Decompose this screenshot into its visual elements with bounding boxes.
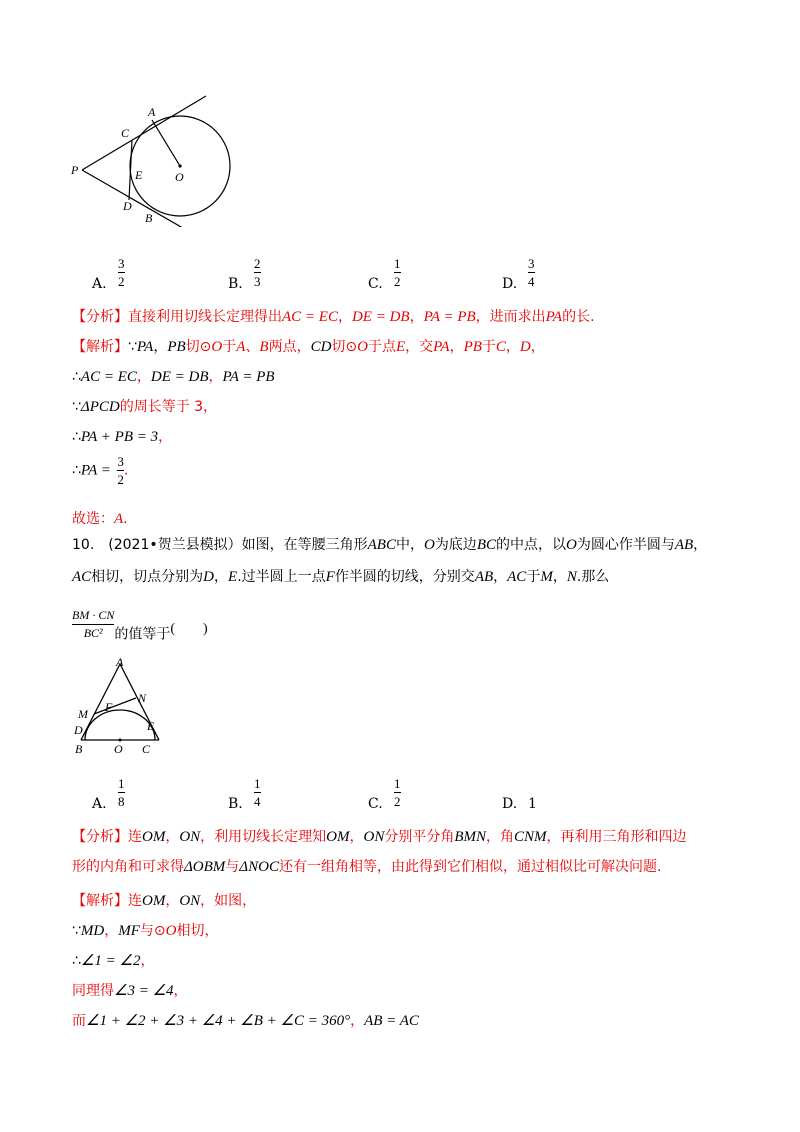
math: MF [118,923,140,939]
answer-blank: ( ) [170,621,208,637]
math: CD [310,339,332,355]
text: ∴ [72,953,81,969]
label-p: P [71,163,79,177]
math: ON [179,829,201,845]
analysis-tag: 【分析】 [72,829,128,845]
math: O [357,339,368,355]
math: B [259,339,269,355]
text: ， [173,983,188,999]
option-fraction: 1 2 [394,776,401,809]
math: D [519,339,531,355]
math: O [165,923,177,939]
option-fraction: 1 4 [254,776,261,809]
text: 相切，切点分别为 [91,569,204,585]
text: 、 [245,339,260,355]
text: ， [158,429,173,445]
math: PB [463,339,482,355]
solution-line-1 [72,890,256,910]
option-fraction: 1 2 [394,256,401,289]
option-letter: B. [228,276,243,292]
text: ， [409,309,424,325]
label-e: E [147,719,155,733]
text: 于 [526,569,541,585]
option-letter: D. [502,796,518,812]
solution-line-2 [72,366,275,386]
math: MD [80,923,105,939]
text: 连 [128,829,142,845]
text: ∴ [72,462,81,479]
math: PA = PB [423,309,476,325]
math: D [203,569,215,585]
text: ∴ [72,369,81,385]
text: ， [530,339,545,355]
text: 故选： [72,511,114,527]
text: 同理得 [72,983,114,999]
label-b: B [75,742,83,756]
text: ， [165,829,180,845]
tangent-circle-figure [68,92,238,227]
analysis-line-2 [72,856,661,876]
math: F [325,569,335,585]
math: PA = PB [222,369,275,385]
solution-line-4 [72,980,188,1000]
text: 形的内角和可求得 [72,859,184,875]
stem-line-2 [72,566,609,586]
math: ON [363,829,385,845]
option-letter: A. [92,796,107,812]
text: 切⊙ [185,339,212,355]
option-letter: B. [228,796,243,812]
text: ， [140,953,155,969]
stem-line-3 [72,608,208,644]
text: . [123,462,129,479]
solution-line-4 [72,426,172,446]
q9-analysis [72,306,595,326]
math: AB [674,537,694,553]
math: E [396,339,406,355]
math: DE = DB [150,369,209,385]
text: ， [552,569,567,585]
math: AC = EC [80,369,137,385]
math: PA = [80,462,111,479]
q9-solution [72,336,772,536]
text: .那么 [576,569,610,585]
text: 的值等于 [114,626,171,643]
text: ， [214,569,229,585]
text: . [123,511,128,527]
math: ΔNOC [239,859,279,875]
solution-line-3 [72,950,154,970]
text: 还有一组角相等，由此得到它们相似，通过相似比可解决问题. [278,859,662,875]
text: ，进而求出 [475,309,546,325]
math: C [495,339,506,355]
center-dot [178,164,181,167]
math: ABC [367,537,396,553]
label-m: M [78,707,88,721]
q9-options [92,256,612,296]
math: ΔOBM [184,859,226,875]
radius-oa [152,120,180,166]
text: 于 [222,339,237,355]
math: AC = EC [282,309,338,325]
option-letter: C. [368,796,383,812]
solution-line-3 [72,396,217,416]
label-d: D [123,199,132,213]
text: ， [337,309,352,325]
option-letter: A. [92,276,107,292]
text: 为底边 [434,537,477,553]
answer-line [72,508,128,528]
text: 而 [72,1013,86,1029]
text: ， [505,339,520,355]
text: 于 [481,339,496,355]
q10-solution [72,890,772,1040]
text: ∵ [72,923,81,939]
text: ， [350,1013,365,1029]
tangent-line-pa [82,96,206,170]
analysis-line-1 [72,826,687,846]
text: ，利用切线长定理知 [200,829,327,845]
math: ∠1 = ∠2 [80,953,141,969]
label-e: E [135,168,143,182]
math: CNM [514,829,547,845]
text: 的长. [562,309,595,325]
label-a: A [116,656,124,669]
math: O [211,339,223,355]
option-fraction: 3 2 [118,256,125,289]
math: ON [179,893,201,909]
math: BMN [454,829,487,845]
text: 直接利用切线长定理得出 [128,309,282,325]
text: ， [153,339,168,355]
math: AC [507,569,527,585]
option-fraction: 2 3 [254,256,261,289]
option-letter: D. [502,276,518,292]
label-a: A [148,105,156,119]
math: PA [545,309,563,325]
label-o: O [175,170,184,184]
text: ∴ [72,429,81,445]
text: ， [493,569,508,585]
q10-stem [72,534,772,644]
text: ∵ [72,399,81,415]
math: PA + PB = 3 [80,429,159,445]
math: OM [142,893,166,909]
math: O [423,537,435,553]
text: 连 [128,893,142,909]
math: ∠3 = ∠4 [114,983,174,999]
math: OM [326,829,350,845]
solution-tag: 【解析】 [72,893,128,909]
q10-options [92,776,612,816]
math: AB [474,569,494,585]
math: PB [167,339,186,355]
text: 与 [225,859,240,875]
analysis-line [72,309,595,325]
solution-line-1 [72,336,545,356]
option-letter: C. [368,276,383,292]
semicircle [85,710,155,740]
label-c: C [142,742,151,756]
text: ， [104,923,119,939]
label-f: F [105,700,113,714]
ratio-fraction: $\frac{BM \cdot CN}{\text{BC²}}$ [72,608,115,640]
analysis-tag: 【分析】 [72,309,128,325]
math: E [228,569,238,585]
label-d: D [74,723,83,737]
math: PA [433,339,450,355]
math: M [540,569,553,585]
text: ∵ [128,339,137,355]
math: A [114,511,124,527]
text: ，交 [405,339,434,355]
math: BC [476,537,496,553]
text: 相切， [176,923,219,939]
segment-cd [129,140,132,200]
text: ，再利用三角形和四边 [546,829,687,845]
math: ΔPCD [80,399,120,415]
solution-line-5 [72,1010,419,1030]
solution-line-2 [72,920,219,940]
label-o: O [114,742,123,756]
text: 于点 [368,339,396,355]
label-n: N [138,691,147,705]
text: ，如图， [200,893,257,909]
solution-tag: 【解析】 [72,339,128,355]
label-b: B [145,211,153,225]
text: 作半圆的切线，分别交 [334,569,475,585]
text: 分别平分角 [384,829,455,845]
text: ， [349,829,364,845]
text: 中， [395,537,424,553]
text: 两点， [268,339,311,355]
text: 的周长等于 3， [119,399,218,415]
text: ， [208,369,223,385]
text: ， [136,369,151,385]
text: 切⊙ [331,339,358,355]
option-fraction: 1 8 [118,776,125,809]
text: ，角 [486,829,515,845]
math: N [566,569,577,585]
math: O [565,537,577,553]
q10-analysis [72,826,782,886]
option-fraction: 3 4 [528,256,535,289]
math: DE = DB [351,309,410,325]
text: 10. (2021•贺兰县模拟）如图，在等腰三角形 [72,537,368,553]
text: ， [165,893,180,909]
option-value: 1 [528,796,537,812]
label-c: C [121,126,130,140]
text: 为圆心作半圆与 [576,537,675,553]
math: AB = AC [364,1013,419,1029]
fraction-three-halves: $\frac{3}{2}$ [117,454,124,487]
math: OM [142,829,166,845]
stem-line-1 [72,534,707,554]
text: 与⊙ [139,923,166,939]
text: ， [693,537,708,553]
solution-line-5 [72,454,128,487]
semicircle-triangle-figure [72,656,172,756]
math: A [236,339,246,355]
text: .过半圆上一点 [237,569,326,585]
text: ， [449,339,464,355]
math: AC [72,569,92,585]
math: ∠1 + ∠2 + ∠3 + ∠4 + ∠B + ∠C = 360° [86,1013,351,1029]
math: PA [136,339,154,355]
text: 的中点，以 [495,537,566,553]
